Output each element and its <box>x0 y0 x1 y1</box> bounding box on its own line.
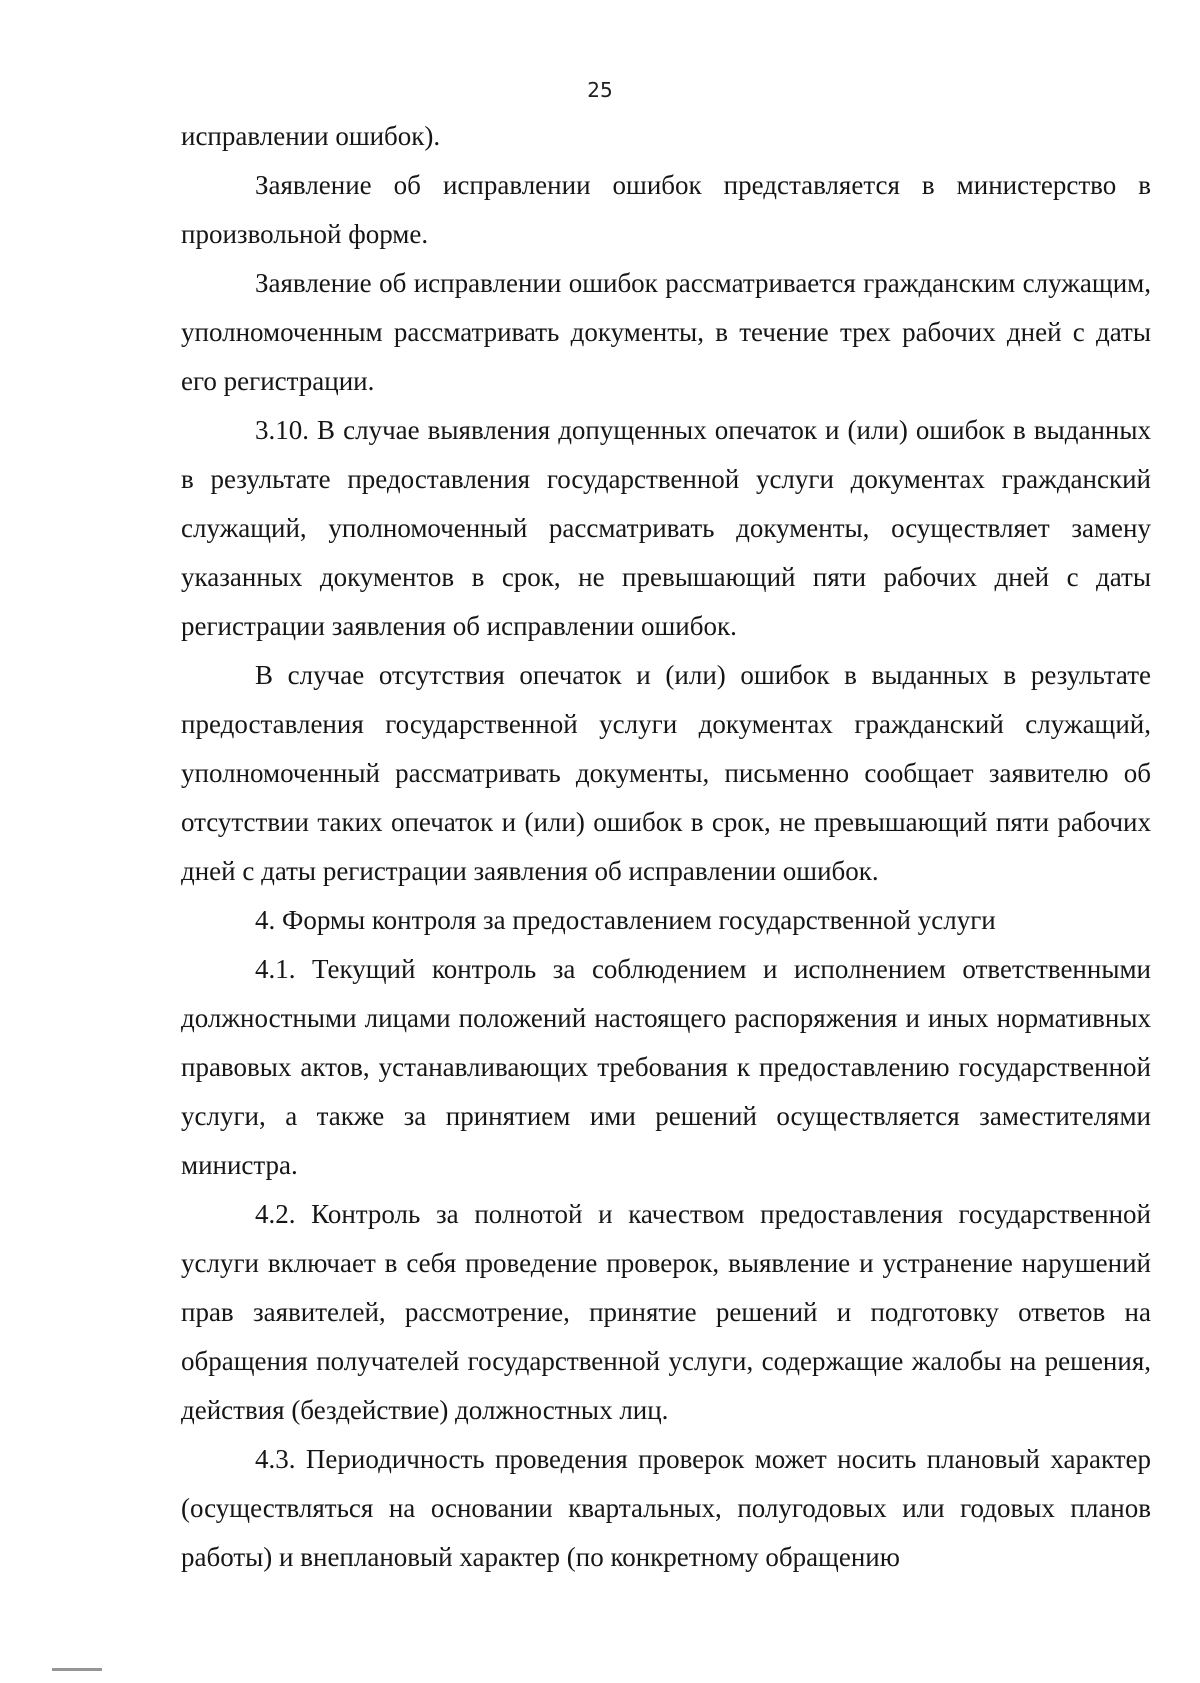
scan-edge-mark <box>52 1668 102 1671</box>
paragraph-no-errors: В случае отсутствия опечаток и (или) ошибок в выданных в результате предоставления государственной услуги документах гражданский служащий, уполномоченный рассматривать документы, письменно сообщает заявителю об отсутствии таких опечаток и (или) ошибок в срок, не превышающий пяти рабочих дней с даты регистрации заявления об исправлении ошибок. <box>181 660 1151 886</box>
paragraph-3-10: 3.10. В случае выявления допущенных опечаток и (или) ошибок в выданных в результате предоставления государственной услуги документах гражданский служащий, уполномоченный рассматривать документы, осуществляет замену указанных документов в срок, не превышающий пяти рабочих дней с даты регистрации заявления об исправлении ошибок. <box>181 415 1151 641</box>
page-number: 25 <box>587 78 613 102</box>
paragraph-application-form: Заявление об исправлении ошибок представляется в министерство в произвольной форме. <box>181 170 1151 249</box>
paragraph-4-2: 4.2. Контроль за полнотой и качеством предоставления государственной услуги включает в себя проведение проверок, выявление и устранение нарушений прав заявителей, рассмотрение, принятие решений и подготовку ответов на обращения получателей государственной услуги, содержащие жалобы на решения, действия (бездействие) должностных лиц. <box>181 1199 1151 1425</box>
document-body <box>181 112 1151 1582</box>
paragraph-4-3: 4.3. Периодичность проведения проверок может носить плановый характер (осуществляться на основании квартальных, полугодовых или годовых планов работы) и внеплановый характер (по конкретному обращению <box>181 1444 1151 1572</box>
section-heading-4: 4. Формы контроля за предоставлением государственной услуги <box>255 905 996 935</box>
paragraph-continuation: исправлении ошибок). <box>181 121 441 151</box>
paragraph-4-1: 4.1. Текущий контроль за соблюдением и исполнением ответственными должностными лицами положений настоящего распоряжения и иных нормативных правовых актов, устанавливающих требования к предоставлению государственной услуги, а также за принятием ими решений осуществляется заместителями министра. <box>181 954 1151 1180</box>
paragraph-application-review: Заявление об исправлении ошибок рассматривается гражданским служащим, уполномоченным рассматривать документы, в течение трех рабочих дней с даты его регистрации. <box>181 268 1151 396</box>
